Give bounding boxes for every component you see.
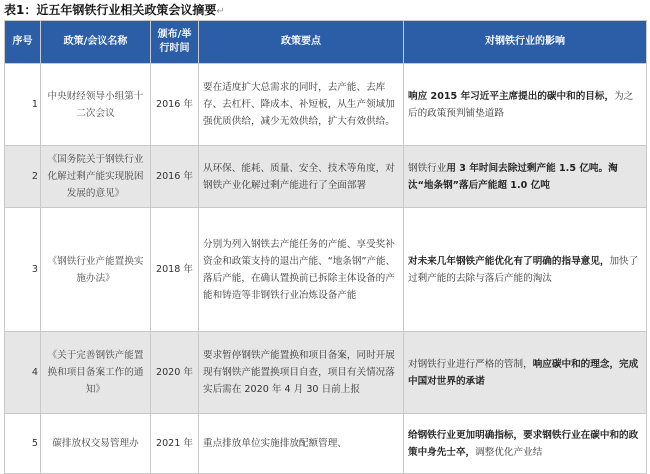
row-impact	[404, 332, 647, 414]
row-year: 2018 年	[151, 208, 199, 332]
row-year: 2016 年	[151, 64, 199, 146]
header-time: 颁布/举行时间	[151, 21, 199, 64]
row-no: 3	[5, 208, 41, 332]
row-title: 《国务院关于钢铁行业化解过剩产能实现脱困发展的意见》	[41, 146, 151, 208]
row-no: 2	[5, 146, 41, 208]
header-impact: 对钢铁行业的影响	[404, 21, 647, 64]
row-title: 中央财经领导小组第十二次会议	[41, 64, 151, 146]
row-points: 要在适度扩大总需求的同时，去产能、去库存、去杠杆、降成本、补短板，从生产领域加强优质供给，减少无效供给，扩大有效供给。	[199, 64, 404, 146]
row-year: 2016 年	[151, 146, 199, 208]
impact-emphasis: 给钢铁行业更加明确指标，要求钢铁行业在碳中和的政策中身先士卒，	[408, 429, 639, 458]
row-title: 《钢铁行业产能置换实施办法》	[41, 208, 151, 332]
header-points: 政策要点	[199, 21, 404, 64]
row-no: 5	[5, 414, 41, 474]
impact-text: 对钢铁行业进行严格的管制，	[408, 358, 533, 370]
table-row	[5, 208, 647, 332]
table-row	[5, 146, 647, 208]
table-row	[5, 332, 647, 414]
table-header-row	[5, 21, 647, 64]
row-points: 重点排放单位实施排放配额管理、	[199, 414, 404, 474]
impact-text: 钢铁行业	[408, 162, 447, 174]
header-no: 序号	[5, 21, 41, 64]
paragraph-mark-icon: ↵	[216, 6, 225, 17]
impact-emphasis: 对未来几年钢铁产能优化有了明确的指导意见，	[408, 255, 610, 267]
impact-emphasis: 用 3 年时间去除过剩产能 1.5 亿吨。淘汰“地条钢”落后产能超 1.0 亿吨	[408, 162, 618, 191]
impact-text: 为之后的政策预判铺垫道路	[408, 90, 634, 119]
table-row	[5, 414, 647, 474]
row-impact	[404, 146, 647, 208]
caption-text: 表1：近五年钢铁行业相关政策会议摘要	[4, 3, 217, 17]
impact-emphasis: 响应 2015 年习近平主席提出的碳中和的目标，	[408, 90, 615, 102]
impact-text: 加快了过剩产能的去除与落后产能的淘汰	[408, 255, 639, 284]
row-year: 2021 年	[151, 414, 199, 474]
row-impact	[404, 208, 647, 332]
table-caption	[4, 2, 225, 18]
row-points: 分别为列入钢铁去产能任务的产能、享受奖补资金和政策支持的退出产能、“地条钢”产能、落后产能，在确认置换前已拆除主体设备的产能和铸造等非钢铁行业冶炼设备产能	[199, 208, 404, 332]
table-row	[5, 64, 647, 146]
policy-table	[4, 20, 647, 474]
row-title: 碳排放权交易管理办	[41, 414, 151, 474]
header-title: 政策/会议名称	[41, 21, 151, 64]
impact-text: 调整优化产业结	[475, 446, 543, 458]
row-impact	[404, 414, 647, 474]
row-title: 《关于完善钢铁产能置换和项目备案工作的通知》	[41, 332, 151, 414]
row-points: 从环保、能耗、质量、安全、技术等角度，对钢铁产业化解过剩产能进行了全面部署	[199, 146, 404, 208]
row-no: 4	[5, 332, 41, 414]
row-impact	[404, 64, 647, 146]
impact-emphasis: 响应碳中和的理念，完成中国对世界的承诺	[408, 358, 639, 387]
row-year: 2020 年	[151, 332, 199, 414]
row-no: 1	[5, 64, 41, 146]
row-points: 要求暂停钢铁产能置换和项目备案，同时开展现有钢铁产能置换项目自查，项目有关情况落实后需在 2020 年 4 月 30 日前上报	[199, 332, 404, 414]
